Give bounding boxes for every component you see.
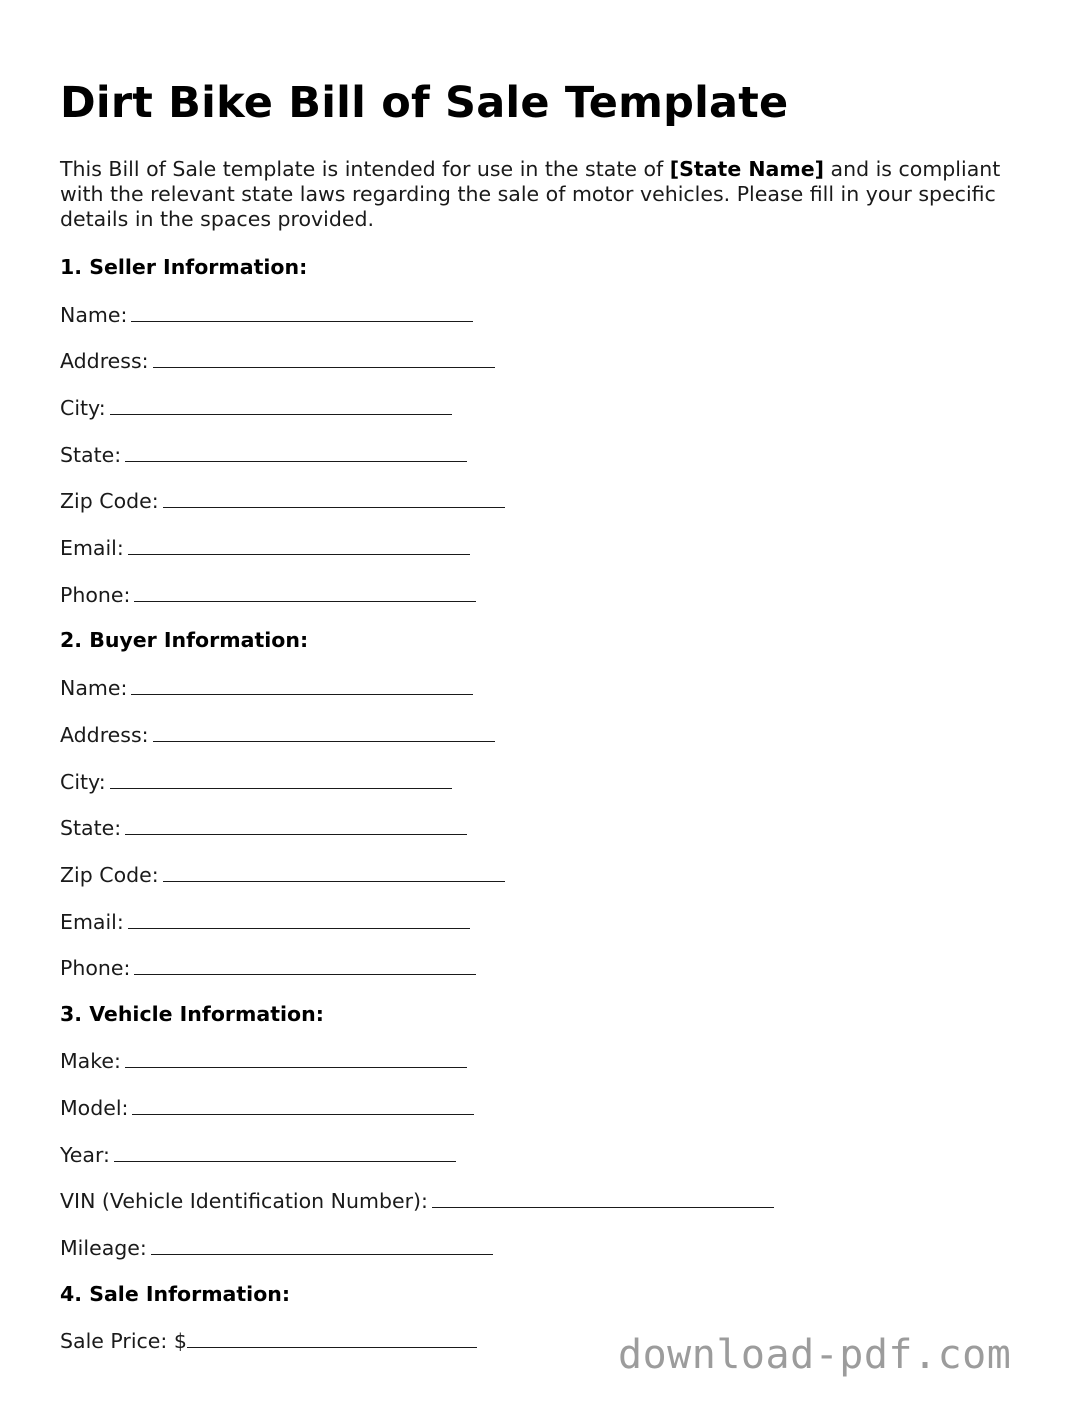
seller-state-label: State: bbox=[60, 443, 122, 467]
vehicle-model-blank[interactable] bbox=[132, 1094, 474, 1115]
seller-city-label: City: bbox=[60, 396, 106, 420]
vehicle-make-label: Make: bbox=[60, 1049, 121, 1073]
buyer-phone-field[interactable] bbox=[60, 954, 476, 981]
seller-section-heading: 1. Seller Information: bbox=[60, 255, 308, 279]
intro-text-after: and is compliant with the relevant state laws regarding the sale of motor vehicles. Please fill in your specific details in the spaces provided. bbox=[60, 157, 1001, 231]
buyer-city-field[interactable] bbox=[60, 768, 452, 795]
intro-paragraph bbox=[60, 157, 1020, 232]
buyer-name-label: Name: bbox=[60, 676, 128, 700]
vehicle-year-field[interactable] bbox=[60, 1141, 456, 1168]
vehicle-year-blank[interactable] bbox=[114, 1141, 456, 1162]
seller-name-blank[interactable] bbox=[131, 301, 473, 322]
buyer-phone-label: Phone: bbox=[60, 956, 131, 980]
seller-city-field[interactable] bbox=[60, 394, 452, 421]
seller-email-blank[interactable] bbox=[128, 534, 470, 555]
buyer-name-field[interactable] bbox=[60, 674, 473, 701]
seller-address-label: Address: bbox=[60, 349, 149, 373]
vehicle-mileage-blank[interactable] bbox=[151, 1234, 493, 1255]
seller-name-label: Name: bbox=[60, 303, 128, 327]
seller-zip-blank[interactable] bbox=[163, 487, 505, 508]
document-title: Dirt Bike Bill of Sale Template bbox=[60, 78, 789, 128]
seller-phone-field[interactable] bbox=[60, 581, 476, 608]
buyer-zip-label: Zip Code: bbox=[60, 863, 159, 887]
buyer-zip-blank[interactable] bbox=[163, 861, 505, 882]
seller-email-field[interactable] bbox=[60, 534, 470, 561]
seller-name-field[interactable] bbox=[60, 301, 473, 328]
buyer-city-blank[interactable] bbox=[110, 768, 452, 789]
buyer-city-label: City: bbox=[60, 770, 106, 794]
intro-text-before: This Bill of Sale template is intended for use in the state of bbox=[60, 157, 670, 181]
seller-city-blank[interactable] bbox=[110, 394, 452, 415]
seller-state-blank[interactable] bbox=[125, 441, 467, 462]
seller-email-label: Email: bbox=[60, 536, 124, 560]
vehicle-mileage-field[interactable] bbox=[60, 1234, 493, 1261]
buyer-name-blank[interactable] bbox=[131, 674, 473, 695]
vehicle-vin-field[interactable] bbox=[60, 1187, 774, 1214]
vehicle-vin-label: VIN (Vehicle Identification Number): bbox=[60, 1189, 428, 1213]
buyer-email-field[interactable] bbox=[60, 908, 470, 935]
buyer-state-label: State: bbox=[60, 816, 122, 840]
seller-zip-field[interactable] bbox=[60, 487, 505, 514]
buyer-address-blank[interactable] bbox=[153, 721, 495, 742]
buyer-zip-field[interactable] bbox=[60, 861, 505, 888]
seller-address-field[interactable] bbox=[60, 347, 495, 374]
buyer-address-label: Address: bbox=[60, 723, 149, 747]
vehicle-make-field[interactable] bbox=[60, 1047, 467, 1074]
buyer-state-blank[interactable] bbox=[125, 814, 467, 835]
vehicle-make-blank[interactable] bbox=[125, 1047, 467, 1068]
sale-price-label: Sale Price: $ bbox=[60, 1329, 187, 1353]
vehicle-model-label: Model: bbox=[60, 1096, 129, 1120]
seller-address-blank[interactable] bbox=[153, 347, 495, 368]
seller-phone-blank[interactable] bbox=[134, 581, 476, 602]
buyer-email-blank[interactable] bbox=[128, 908, 470, 929]
sale-price-blank[interactable] bbox=[187, 1327, 477, 1348]
vehicle-vin-blank[interactable] bbox=[432, 1187, 774, 1208]
buyer-address-field[interactable] bbox=[60, 721, 495, 748]
vehicle-year-label: Year: bbox=[60, 1143, 110, 1167]
vehicle-mileage-label: Mileage: bbox=[60, 1236, 147, 1260]
watermark-text: download-pdf.com bbox=[618, 1332, 1012, 1378]
buyer-email-label: Email: bbox=[60, 910, 124, 934]
seller-phone-label: Phone: bbox=[60, 583, 131, 607]
vehicle-model-field[interactable] bbox=[60, 1094, 474, 1121]
buyer-state-field[interactable] bbox=[60, 814, 467, 841]
vehicle-section-heading: 3. Vehicle Information: bbox=[60, 1002, 324, 1026]
sale-section-heading: 4. Sale Information: bbox=[60, 1282, 291, 1306]
seller-state-field[interactable] bbox=[60, 441, 467, 468]
buyer-section-heading: 2. Buyer Information: bbox=[60, 628, 309, 652]
buyer-phone-blank[interactable] bbox=[134, 954, 476, 975]
seller-zip-label: Zip Code: bbox=[60, 489, 159, 513]
state-name-placeholder: [State Name] bbox=[669, 157, 825, 181]
sale-price-field[interactable] bbox=[60, 1327, 477, 1354]
